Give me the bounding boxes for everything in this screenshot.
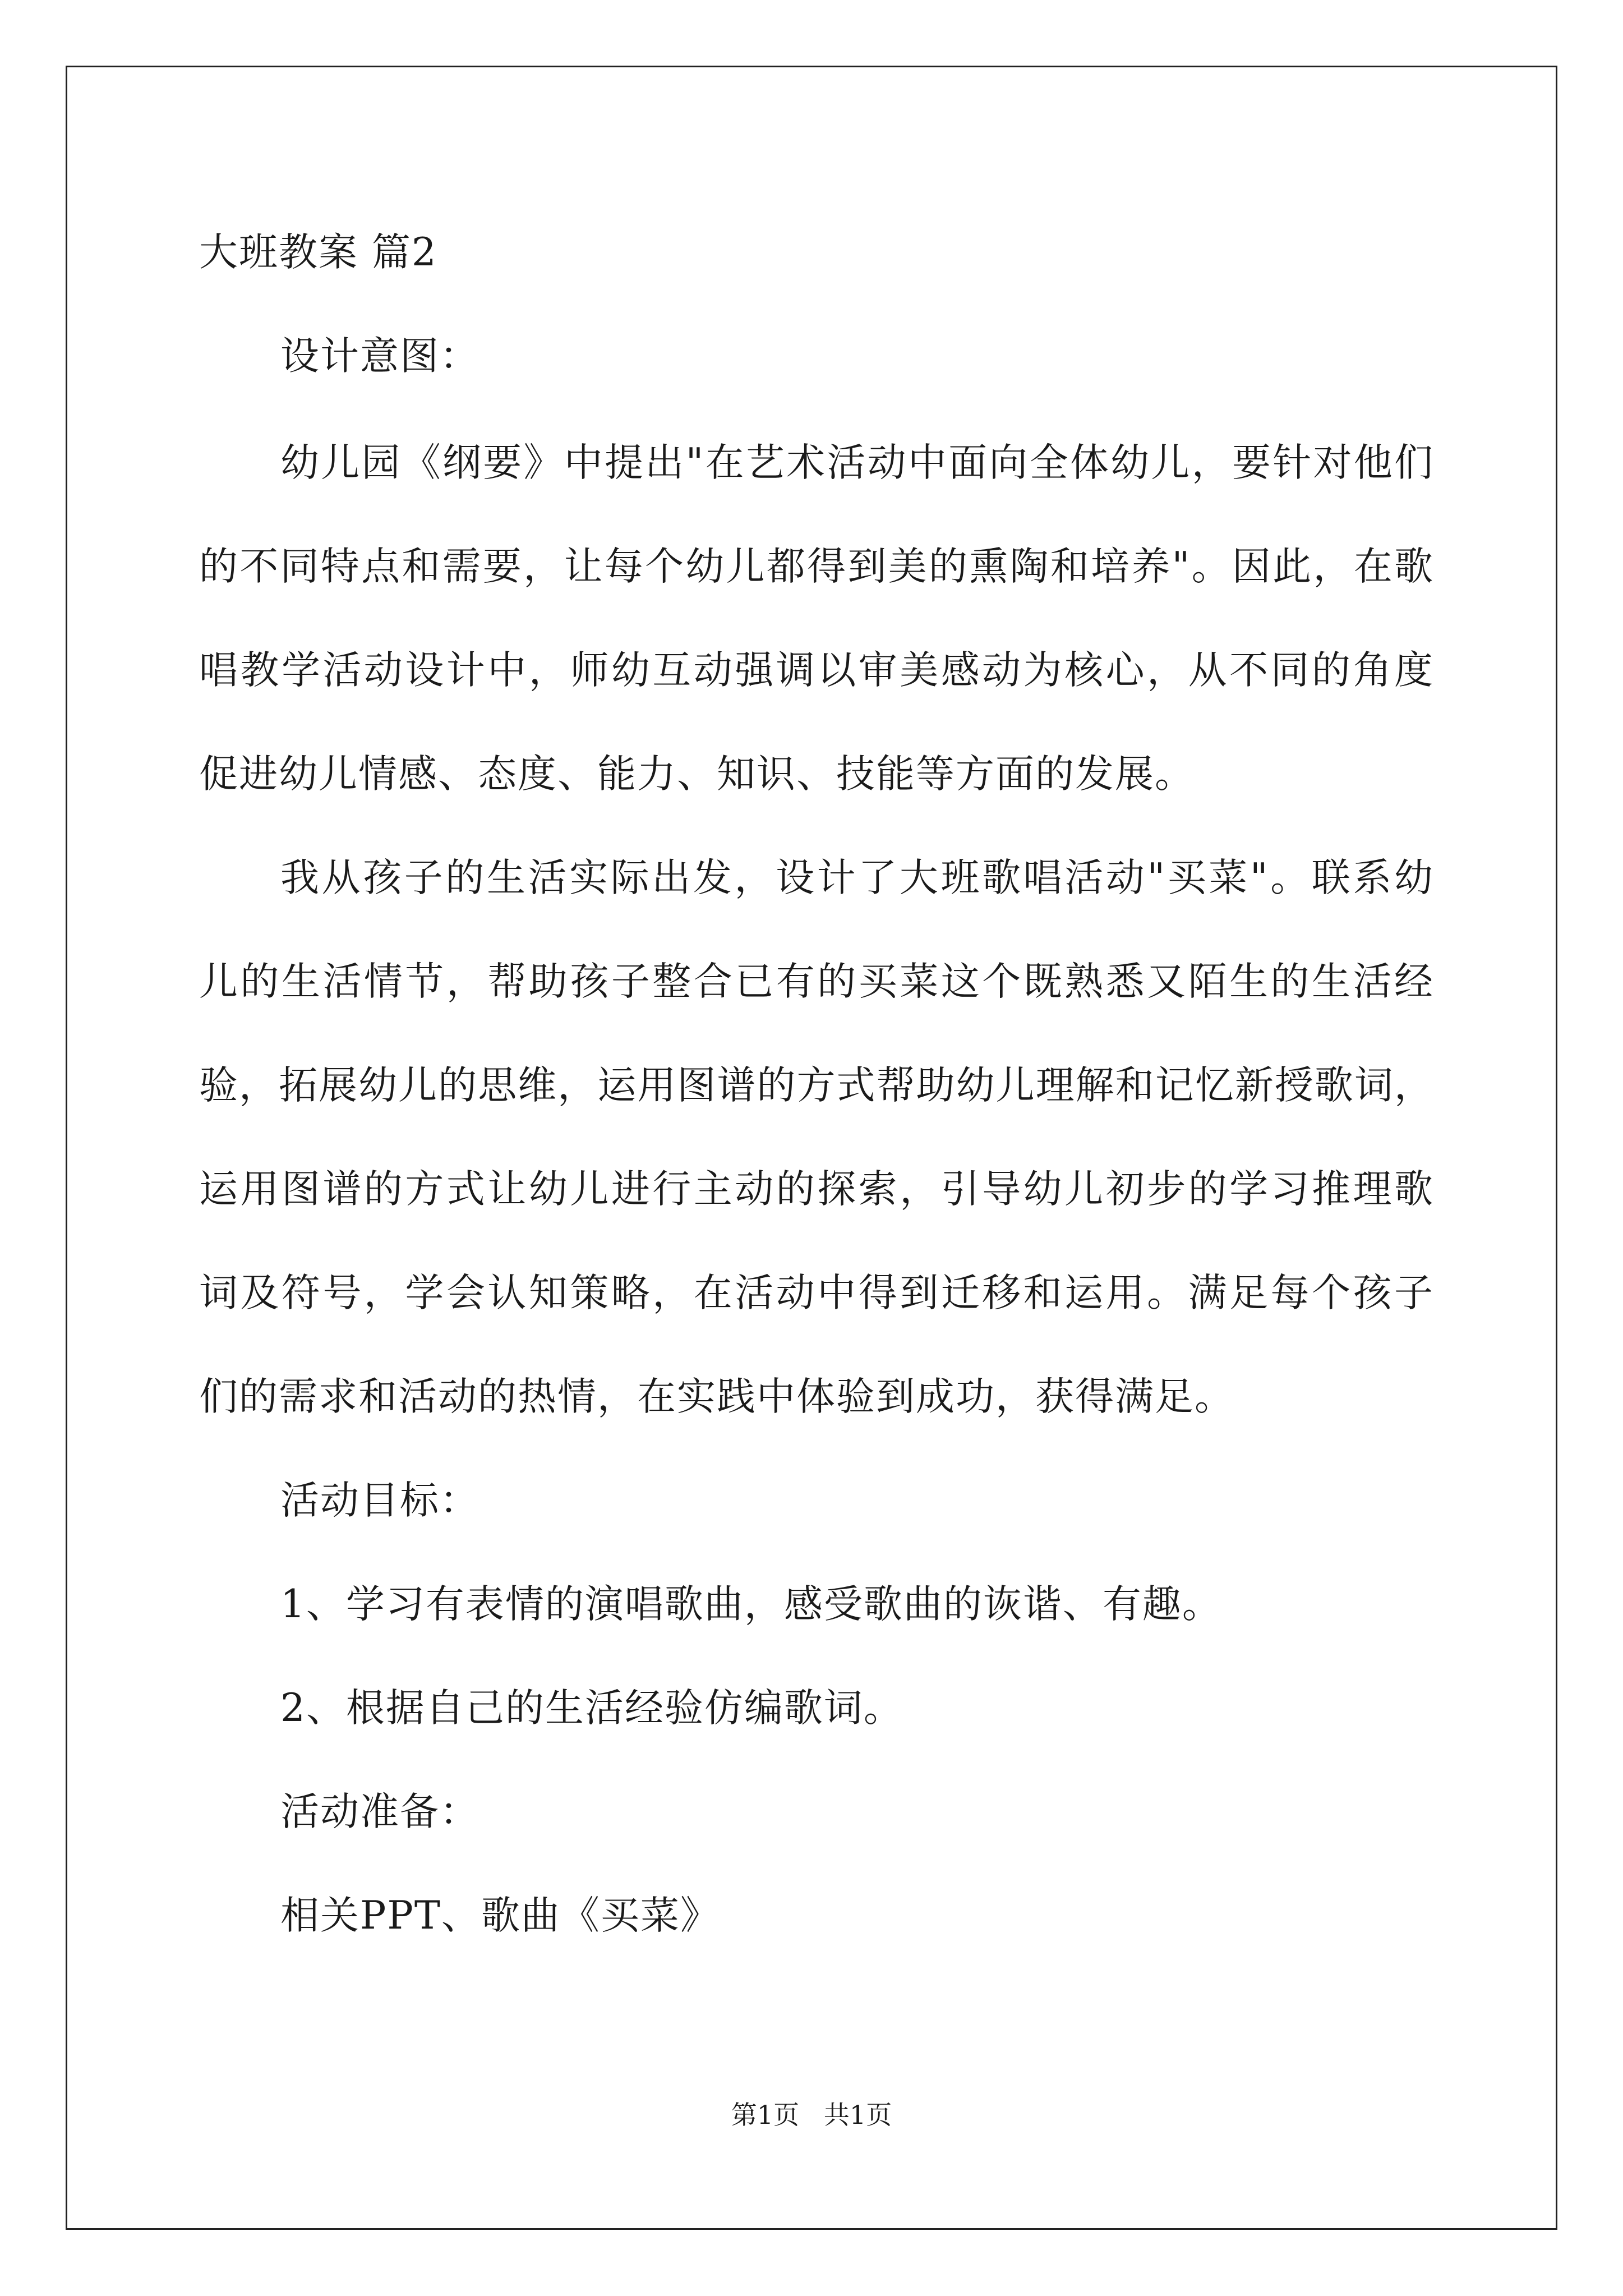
paragraph-line: 促进幼儿情感、态度、能力、知识、技能等方面的发展。 <box>199 752 1195 797</box>
section-title-preparation: 活动准备： <box>280 1789 479 1834</box>
paragraph-line: 运用图谱的方式让幼儿进行主动的探索，引导幼儿初步的学习推理歌 <box>199 1167 1433 1212</box>
goal-item: 2、根据自己的生活经验仿编歌词。 <box>280 1686 903 1731</box>
paragraph-line: 验，拓展幼儿的思维，运用图谱的方式帮助幼儿理解和记忆新授歌词， <box>199 1063 1433 1108</box>
paragraph-line: 词及符号，学会认知策略，在活动中得到迁移和运用。满足每个孩子 <box>199 1271 1433 1315</box>
section-title-goals: 活动目标： <box>280 1478 479 1523</box>
paragraph-line: 我从孩子的生活实际出发，设计了大班歌唱活动"买菜"。联系幼 <box>280 855 1433 900</box>
paragraph-line: 唱教学活动设计中，师幼互动强调以审美感动为核心，从不同的角度 <box>199 648 1433 693</box>
page-number-footer: 第1页 共1页 <box>731 2100 892 2130</box>
preparation-text: 相关PPT、歌曲《买菜》 <box>280 1893 720 1938</box>
paragraph-line: 们的需求和活动的热情，在实践中体验到成功，获得满足。 <box>199 1374 1234 1419</box>
paragraph-line: 儿的生活情节，帮助孩子整合已有的买菜这个既熟悉又陌生的生活经 <box>199 959 1433 1004</box>
document-heading: 大班教案 篇2 <box>199 230 437 275</box>
paragraph-line: 幼儿园《纲要》中提出"在艺术活动中面向全体幼儿，要针对他们 <box>280 440 1433 485</box>
goal-item: 1、学习有表情的演唱歌曲，感受歌曲的诙谐、有趣。 <box>280 1582 1222 1627</box>
paragraph-line: 的不同特点和需要，让每个幼儿都得到美的熏陶和培养"。因此，在歌 <box>199 544 1433 589</box>
section-title-design-intent: 设计意图： <box>280 334 479 379</box>
